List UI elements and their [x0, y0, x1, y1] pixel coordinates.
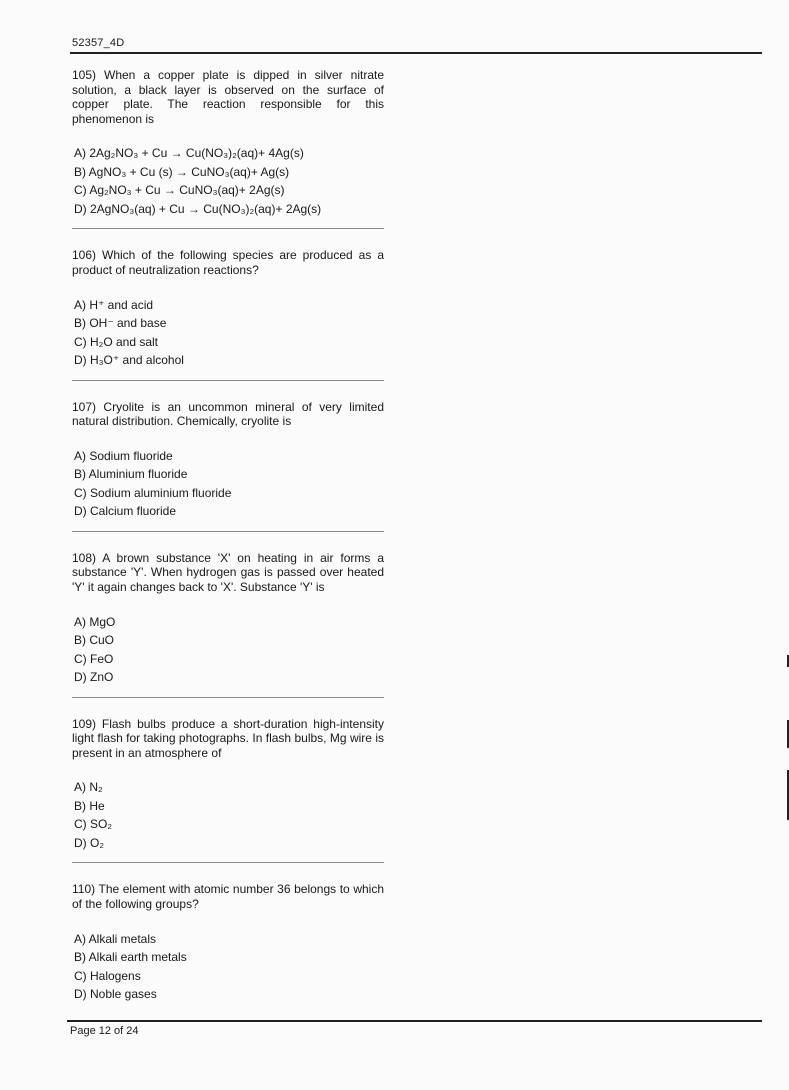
option-a: A) Sodium fluoride: [74, 448, 173, 463]
question-107: [72, 400, 384, 521]
option-d: D) 2AgNO₃(aq) + Cu → Cu(NO₃)₂(aq)+ 2Ag(s): [74, 201, 322, 216]
option-c: C) Ag₂NO₃ + Cu → CuNO₃(aq)+ 2Ag(s): [74, 183, 285, 198]
question-text: 110) The element with atomic number 36 belongs to which of the following groups?: [72, 882, 384, 911]
option-list: [72, 144, 384, 218]
option-list: [72, 613, 384, 687]
option-b: B) Alkali earth metals: [74, 950, 187, 964]
option-a: A) 2Ag₂NO₃ + Cu → Cu(NO₃)₂(aq)+ 4Ag(s): [74, 146, 304, 161]
question-separator: [72, 380, 384, 381]
question-text: 109) Flash bulbs produce a short-duration high-intensity light flash for taking photographs. In flash bulbs, Mg wire is present in an atmosphere of: [72, 716, 384, 760]
option-a: A) N₂: [74, 780, 103, 795]
option-d: D) Calcium fluoride: [74, 504, 177, 519]
paper-code: 52357_4D: [72, 37, 125, 49]
question-separator: [72, 531, 384, 532]
question-separator: [72, 697, 384, 698]
option-b: B) AgNO₃ + Cu (s) → CuNO₃(aq)+ Ag(s): [74, 164, 290, 179]
question-column: [72, 68, 384, 1004]
option-list: [72, 930, 384, 1004]
page-number: Page 12 of 24: [70, 1025, 139, 1037]
question-105: [72, 68, 384, 218]
option-d: D) O₂: [74, 835, 104, 850]
option-a: A) MgO: [74, 614, 116, 629]
question-text: 107) Cryolite is an uncommon mineral of very limited natural distribution. Chemically, cryolite is: [72, 399, 384, 429]
option-a: A) H⁺ and acid: [74, 297, 154, 312]
option-c: C) Sodium aluminium fluoride: [74, 485, 232, 500]
option-b: B) CuO: [74, 633, 115, 648]
question-separator: [72, 862, 384, 863]
question-109: [72, 717, 384, 853]
option-c: C) H₂O and salt: [74, 334, 159, 349]
option-list: [72, 447, 384, 521]
page-header: [70, 36, 762, 54]
question-106: [72, 248, 384, 369]
option-a: A) Alkali metals: [74, 931, 157, 946]
option-d: D) Noble gases: [74, 987, 157, 1001]
question-108: [72, 551, 384, 687]
option-b: B) Aluminium fluoride: [74, 467, 188, 482]
option-list: [72, 778, 384, 852]
option-list: [72, 296, 384, 370]
option-c: C) SO₂: [74, 817, 112, 832]
question-text: 108) A brown substance 'X' on heating in air forms a substance 'Y'. When hydrogen gas is passed over heated 'Y' it again changes back to 'X'. Substance 'Y' is: [72, 550, 384, 594]
option-b: B) He: [74, 798, 105, 813]
page-footer: [67, 1020, 762, 1037]
option-d: D) H₃O⁺ and alcohol: [74, 353, 184, 368]
option-c: C) FeO: [74, 651, 114, 666]
option-d: D) ZnO: [74, 670, 114, 685]
option-c: C) Halogens: [74, 968, 141, 983]
option-b: B) OH⁻ and base: [74, 316, 167, 331]
question-separator: [72, 228, 384, 229]
question-110: [72, 882, 384, 1003]
question-text: 105) When a copper plate is dipped in silver nitrate solution, a black layer is observed on the surface of copper plate. The reaction responsible for this phenomenon is: [72, 68, 384, 126]
question-text: 106) Which of the following species are produced as a product of neutralization reactions?: [72, 248, 384, 277]
